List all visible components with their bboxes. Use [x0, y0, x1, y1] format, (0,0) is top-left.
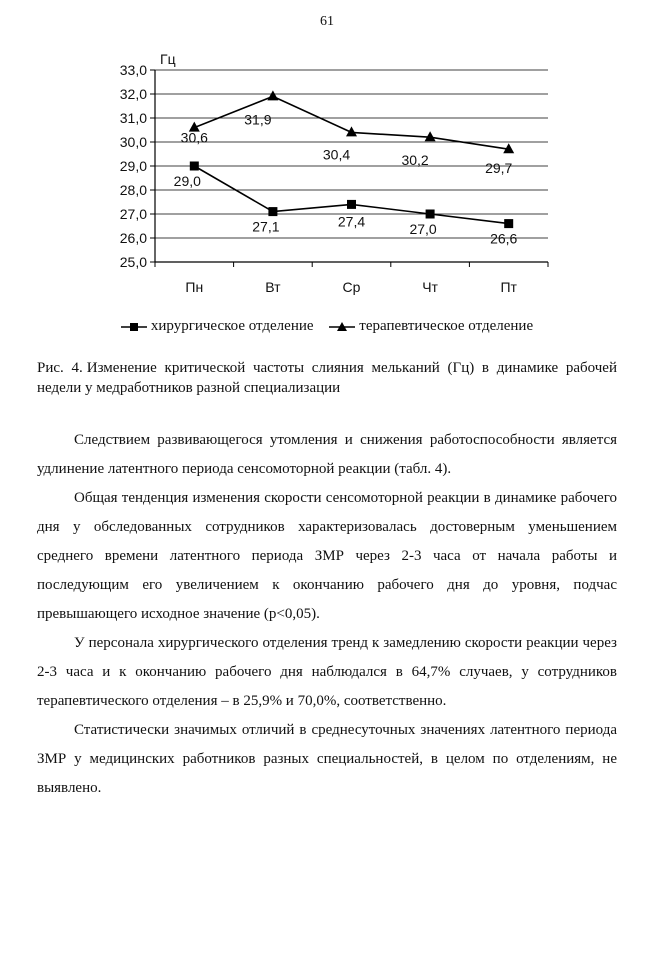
- y-tick-label: 33,0: [119, 62, 147, 78]
- data-label: 29,0: [173, 173, 201, 189]
- y-tick-label: 25,0: [119, 254, 147, 270]
- data-label: 26,6: [490, 230, 518, 247]
- square-marker-icon: [121, 321, 147, 333]
- data-label: 27,0: [409, 221, 437, 237]
- data-label: 30,2: [401, 152, 429, 169]
- y-tick-label: 32,0: [119, 86, 147, 102]
- square-marker: [426, 210, 435, 219]
- chart-legend: [0, 318, 654, 338]
- legend-item-therapeutic: [329, 318, 533, 335]
- paragraph: Статистически значимых отличий в среднесуточных значениях латентного периода ЗМР у медицинских работников разных специальностей, в целом по отделениям, не выявлено.: [37, 722, 617, 796]
- square-marker: [504, 219, 513, 228]
- y-axis-label: Гц: [160, 51, 176, 67]
- figure-caption-text: Изменение критической частоты слияния мельканий (Гц) в динамике рабочей недели у медработников разной специализации: [37, 360, 617, 396]
- paragraph: Следствием развивающегося утомления и снижения работоспособности является удлинение латентного периода сенсомоторной реакции (табл. 4).: [37, 432, 617, 477]
- data-label: 27,4: [337, 213, 366, 230]
- triangle-marker-icon: [329, 321, 355, 333]
- square-marker: [190, 162, 199, 171]
- figure-caption: [37, 358, 617, 398]
- y-tick-label: 27,0: [119, 206, 147, 222]
- figure-caption-prefix: Рис. 4.: [37, 360, 83, 376]
- paragraph: Общая тенденция изменения скорости сенсомоторной реакции в динамике рабочего дня у обследованных сотрудников характеризовалась достоверным уменьшением среднего времени латентного периода ЗМР через 2-3 часа от начала работы и последующим его увеличением к окончанию рабочего дня до уровня, подчас превышающего исходное значение (p<0,05).: [37, 490, 617, 622]
- data-label: 30,6: [180, 129, 208, 146]
- page-number: 61: [320, 14, 334, 29]
- legend-item-surgical: [121, 318, 314, 335]
- x-tick-label: Вт: [265, 279, 281, 295]
- legend-label: терапевтическое отделение: [359, 318, 534, 334]
- y-tick-label: 26,0: [119, 230, 147, 246]
- body-text: [37, 426, 617, 803]
- x-tick-label: Ср: [342, 279, 361, 295]
- legend-label: хирургическое отделение: [150, 318, 314, 334]
- square-marker: [268, 207, 277, 216]
- square-marker: [347, 200, 356, 209]
- data-label: 31,9: [244, 111, 272, 128]
- data-label: 29,7: [485, 160, 513, 177]
- y-tick-label: 28,0: [119, 182, 147, 198]
- y-tick-label: 30,0: [119, 134, 147, 150]
- x-tick-label: Пт: [500, 279, 517, 295]
- data-label: 30,4: [322, 146, 351, 163]
- line-chart: [0, 0, 654, 310]
- paragraph: У персонала хирургического отделения тренд к замедлению скорости реакции через 2-3 часа и к окончанию рабочего дня наблюдался в 64,7% случаев, у сотрудников терапевтического отделения – в 25,9% и 70,0%, соответственно.: [37, 635, 617, 709]
- x-tick-label: Пн: [185, 279, 204, 295]
- series-line: [194, 96, 508, 149]
- triangle-marker: [267, 90, 278, 100]
- data-label: 27,1: [252, 218, 280, 235]
- x-tick-label: Чт: [422, 279, 438, 295]
- y-tick-label: 29,0: [119, 158, 147, 174]
- y-tick-label: 31,0: [119, 110, 147, 126]
